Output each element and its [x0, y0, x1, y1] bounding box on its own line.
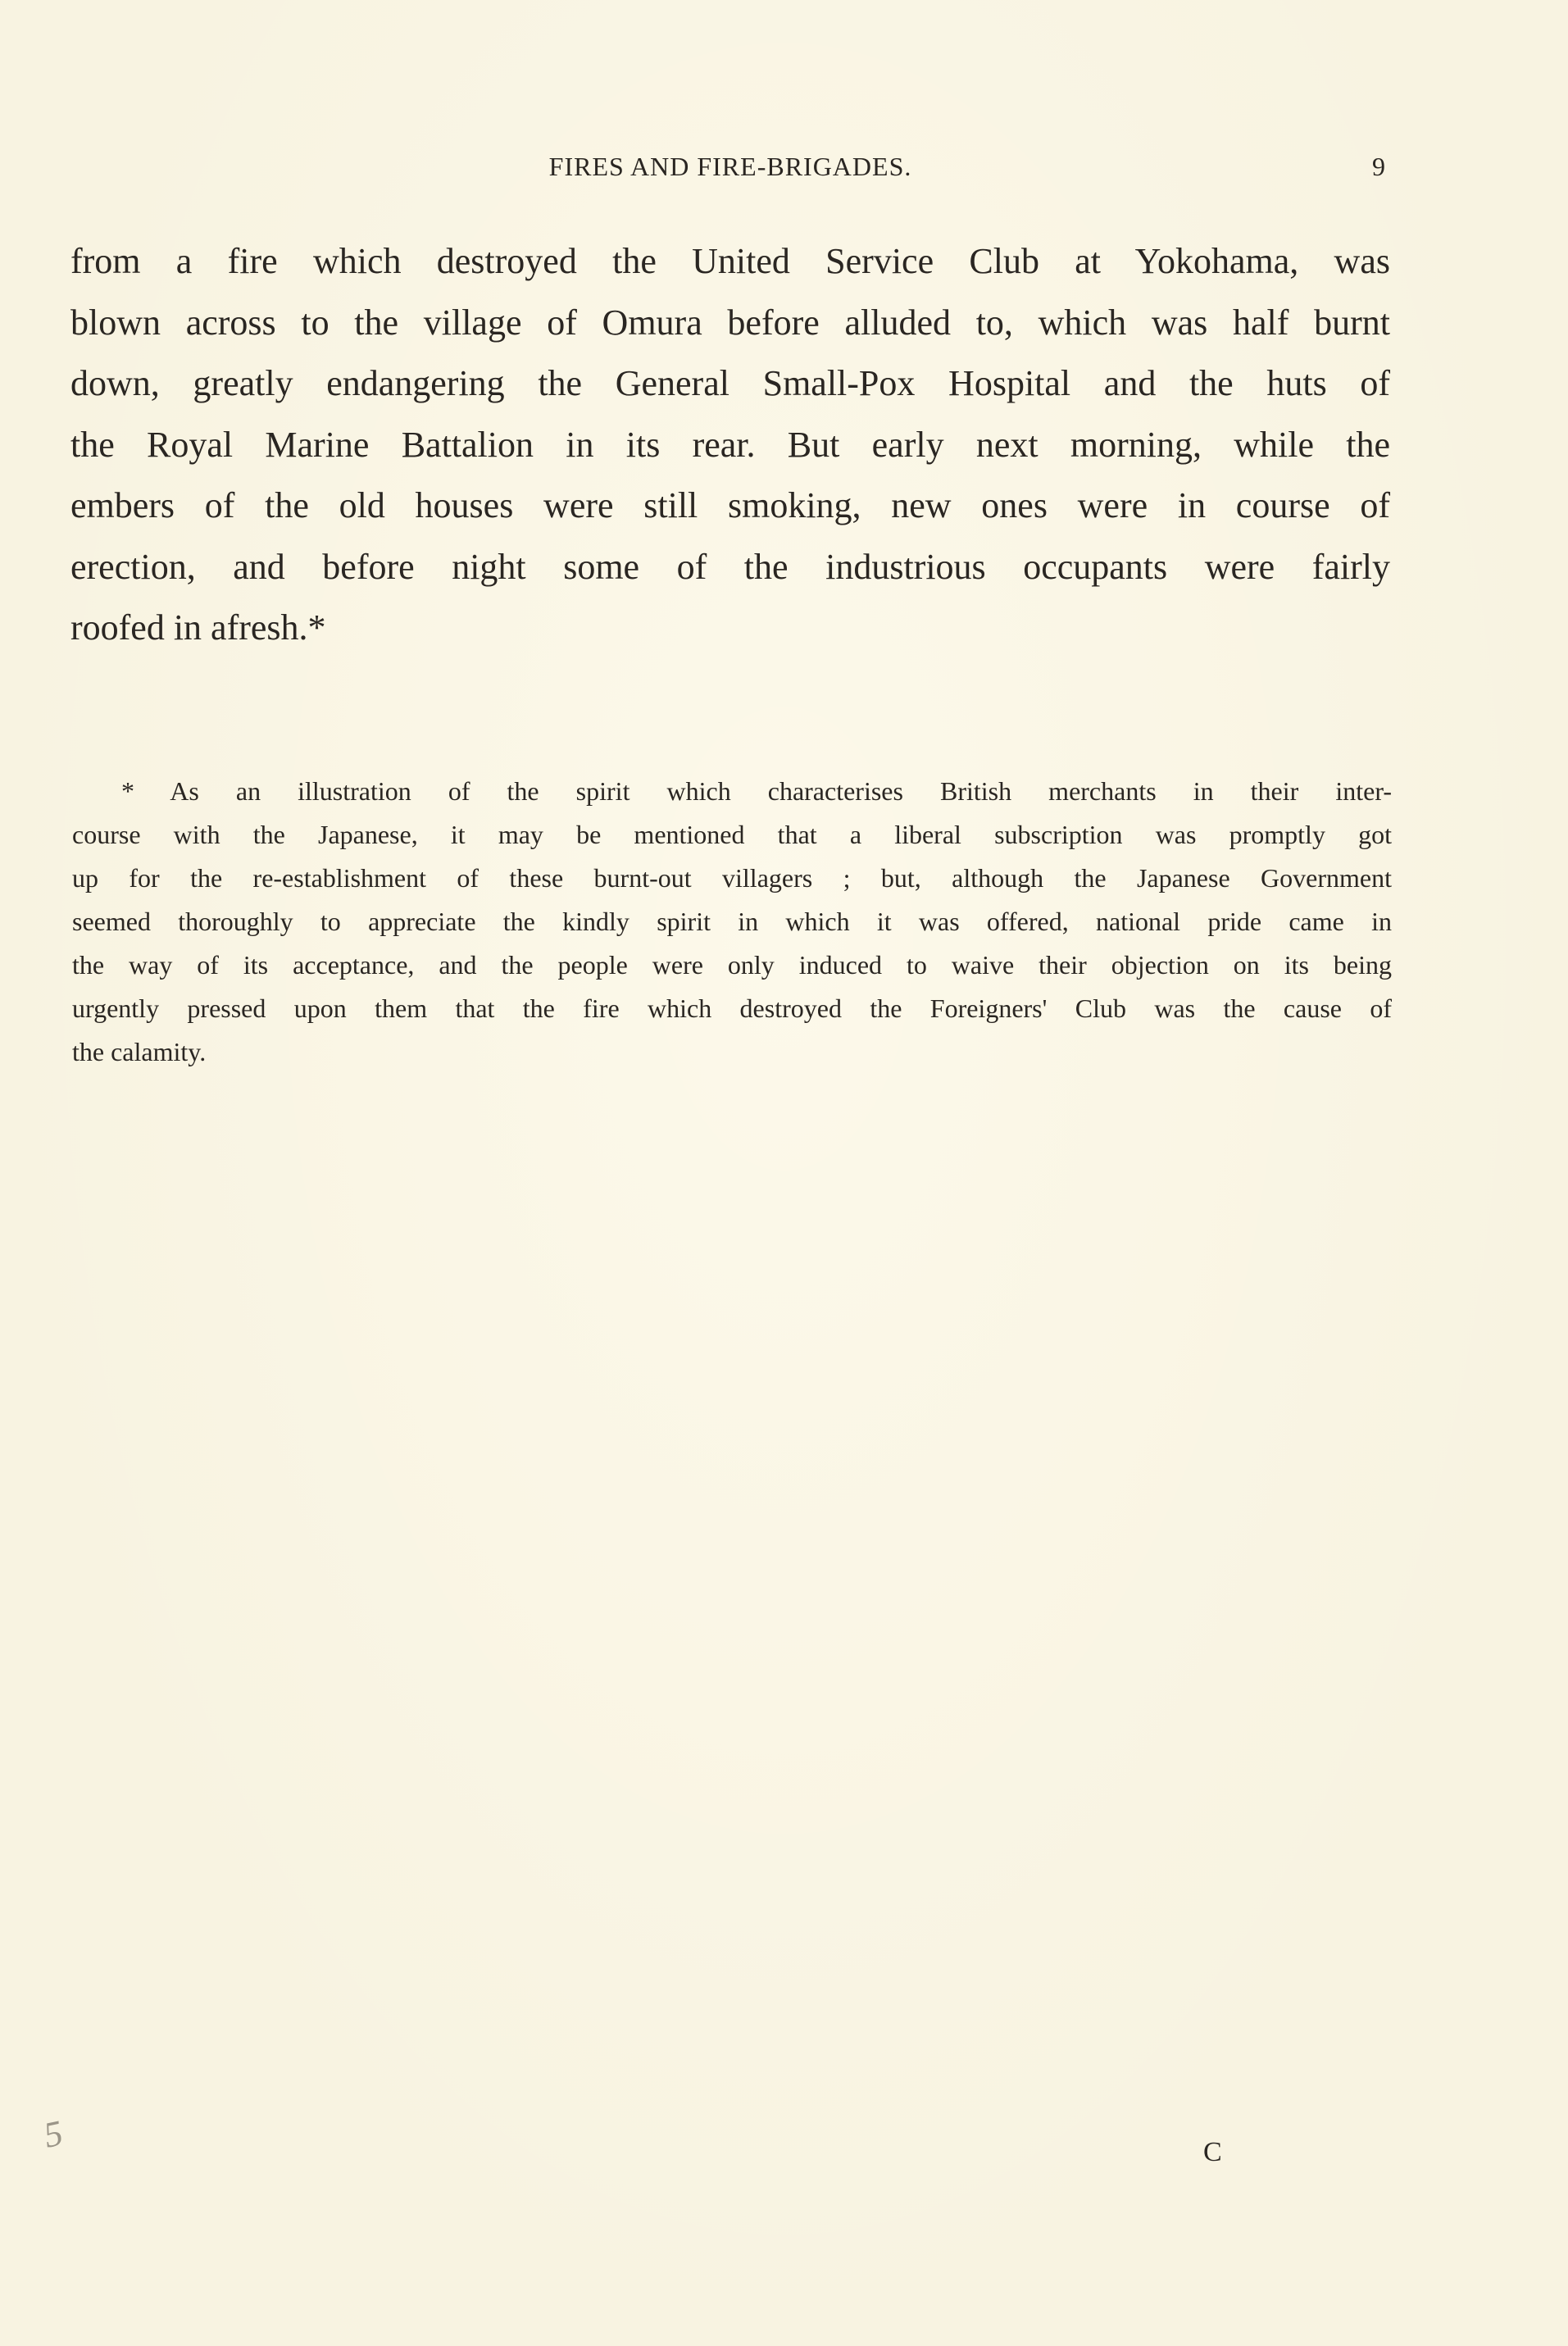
footnote-line: the calamity.	[72, 1037, 207, 1066]
body-line: blown across to the village of Omura before alluded to, which was half burnt	[70, 302, 1390, 343]
footnote-line: * As an illustration of the spirit which characterises British merchants in their inter-	[121, 776, 1392, 806]
body-line: embers of the old houses were still smoking, new ones were in course of	[70, 485, 1390, 525]
footnote-line: seemed thoroughly to appreciate the kindly spirit in which it was offered, national pride came in	[72, 907, 1392, 936]
footnote-line: course with the Japanese, it may be mentioned that a liberal subscription was promptly got	[72, 820, 1392, 849]
body-line: roofed in afresh.*	[70, 607, 326, 648]
body-line: erection, and before night some of the industrious occupants were fairly	[70, 546, 1390, 587]
running-title: FIRES AND FIRE-BRIGADES.	[548, 152, 912, 181]
pencil-mark: 5	[40, 2112, 66, 2156]
body-line: down, greatly endangering the General Small-Pox Hospital and the huts of	[70, 363, 1390, 403]
footnote-line: up for the re-establishment of these burnt-out villagers ; but, although the Japanese Government	[72, 863, 1392, 893]
page-number: 9	[1372, 152, 1385, 181]
footnote	[72, 770, 1392, 1074]
footnote-line: urgently pressed upon them that the fire which destroyed the Foreigners' Club was the cause of	[72, 993, 1392, 1023]
footnote-line: the way of its acceptance, and the people were only induced to waive their objection on its being	[72, 950, 1392, 980]
signature-mark: C	[1203, 2137, 1222, 2167]
body-paragraph	[70, 231, 1390, 659]
running-head	[70, 146, 1390, 187]
body-line: the Royal Marine Battalion in its rear. But early next morning, while the	[70, 424, 1390, 465]
body-line: from a fire which destroyed the United Service Club at Yokohama, was	[70, 241, 1390, 281]
